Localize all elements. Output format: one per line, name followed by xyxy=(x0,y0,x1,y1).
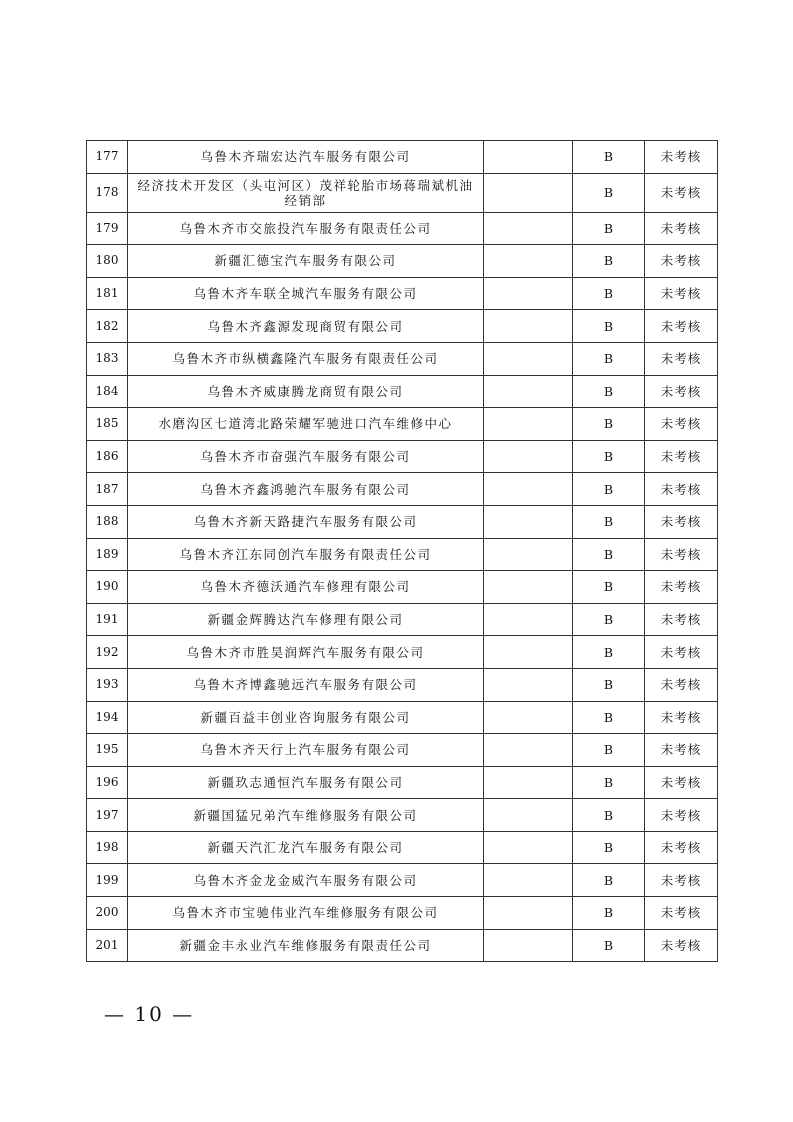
cell-status: 未考核 xyxy=(645,571,718,604)
cell-empty xyxy=(484,173,573,212)
cell-number: 196 xyxy=(87,766,128,799)
cell-company-name: 乌鲁木齐市宝驰伟业汽车维修服务有限公司 xyxy=(128,897,484,930)
cell-status: 未考核 xyxy=(645,310,718,343)
cell-number: 179 xyxy=(87,212,128,245)
table-row xyxy=(87,505,718,538)
cell-status: 未考核 xyxy=(645,701,718,734)
cell-number: 199 xyxy=(87,864,128,897)
cell-status: 未考核 xyxy=(645,212,718,245)
cell-company-name: 乌鲁木齐瑞宏达汽车服务有限公司 xyxy=(128,141,484,174)
table-row xyxy=(87,897,718,930)
cell-company-name: 新疆汇德宝汽车服务有限公司 xyxy=(128,245,484,278)
table-row xyxy=(87,408,718,441)
cell-number: 201 xyxy=(87,929,128,962)
cell-number: 182 xyxy=(87,310,128,343)
cell-company-name: 乌鲁木齐市交旅投汽车服务有限责任公司 xyxy=(128,212,484,245)
cell-status: 未考核 xyxy=(645,173,718,212)
cell-company-name: 新疆国猛兄弟汽车维修服务有限公司 xyxy=(128,799,484,832)
table-row xyxy=(87,603,718,636)
table-row xyxy=(87,245,718,278)
cell-status: 未考核 xyxy=(645,636,718,669)
cell-empty xyxy=(484,375,573,408)
cell-number: 187 xyxy=(87,473,128,506)
cell-grade: B xyxy=(573,897,645,930)
cell-number: 181 xyxy=(87,277,128,310)
cell-number: 177 xyxy=(87,141,128,174)
cell-company-name: 新疆玖志通恒汽车服务有限公司 xyxy=(128,766,484,799)
cell-status: 未考核 xyxy=(645,505,718,538)
cell-grade: B xyxy=(573,212,645,245)
cell-status: 未考核 xyxy=(645,766,718,799)
cell-status: 未考核 xyxy=(645,734,718,767)
cell-status: 未考核 xyxy=(645,668,718,701)
table-row xyxy=(87,668,718,701)
cell-status: 未考核 xyxy=(645,277,718,310)
cell-status: 未考核 xyxy=(645,473,718,506)
cell-status: 未考核 xyxy=(645,799,718,832)
cell-grade: B xyxy=(573,766,645,799)
cell-number: 189 xyxy=(87,538,128,571)
table-row xyxy=(87,440,718,473)
cell-empty xyxy=(484,245,573,278)
cell-empty xyxy=(484,277,573,310)
cell-grade: B xyxy=(573,603,645,636)
cell-company-name: 乌鲁木齐鑫源发现商贸有限公司 xyxy=(128,310,484,343)
cell-number: 195 xyxy=(87,734,128,767)
cell-grade: B xyxy=(573,701,645,734)
cell-grade: B xyxy=(573,245,645,278)
cell-company-name: 乌鲁木齐威康腾龙商贸有限公司 xyxy=(128,375,484,408)
cell-grade: B xyxy=(573,277,645,310)
cell-grade: B xyxy=(573,538,645,571)
cell-empty xyxy=(484,766,573,799)
cell-status: 未考核 xyxy=(645,538,718,571)
cell-empty xyxy=(484,636,573,669)
table-row xyxy=(87,571,718,604)
cell-grade: B xyxy=(573,440,645,473)
cell-status: 未考核 xyxy=(645,375,718,408)
cell-status: 未考核 xyxy=(645,342,718,375)
cell-number: 193 xyxy=(87,668,128,701)
cell-empty xyxy=(484,701,573,734)
cell-number: 178 xyxy=(87,173,128,212)
cell-number: 186 xyxy=(87,440,128,473)
cell-number: 180 xyxy=(87,245,128,278)
cell-status: 未考核 xyxy=(645,245,718,278)
cell-grade: B xyxy=(573,864,645,897)
cell-number: 184 xyxy=(87,375,128,408)
cell-company-name: 乌鲁木齐德沃通汽车修理有限公司 xyxy=(128,571,484,604)
cell-company-name: 乌鲁木齐天行上汽车服务有限公司 xyxy=(128,734,484,767)
cell-empty xyxy=(484,799,573,832)
cell-grade: B xyxy=(573,505,645,538)
cell-grade: B xyxy=(573,571,645,604)
cell-status: 未考核 xyxy=(645,864,718,897)
cell-company-name: 乌鲁木齐金龙金威汽车服务有限公司 xyxy=(128,864,484,897)
cell-company-name: 乌鲁木齐博鑫驰远汽车服务有限公司 xyxy=(128,668,484,701)
cell-grade: B xyxy=(573,668,645,701)
cell-status: 未考核 xyxy=(645,440,718,473)
cell-company-name: 水磨沟区七道湾北路荣耀军驰进口汽车维修中心 xyxy=(128,408,484,441)
page-number: — 10 — xyxy=(104,1002,195,1026)
cell-empty xyxy=(484,864,573,897)
table-row xyxy=(87,173,718,212)
cell-empty xyxy=(484,831,573,864)
cell-grade: B xyxy=(573,342,645,375)
table-row xyxy=(87,701,718,734)
cell-number: 194 xyxy=(87,701,128,734)
cell-number: 188 xyxy=(87,505,128,538)
cell-company-name: 新疆天汽汇龙汽车服务有限公司 xyxy=(128,831,484,864)
cell-grade: B xyxy=(573,310,645,343)
cell-company-name: 乌鲁木齐鑫鸿驰汽车服务有限公司 xyxy=(128,473,484,506)
table-row xyxy=(87,636,718,669)
cell-number: 198 xyxy=(87,831,128,864)
cell-grade: B xyxy=(573,408,645,441)
cell-empty xyxy=(484,505,573,538)
cell-empty xyxy=(484,668,573,701)
cell-company-name: 乌鲁木齐市纵横鑫隆汽车服务有限责任公司 xyxy=(128,342,484,375)
table-row xyxy=(87,734,718,767)
table-row xyxy=(87,141,718,174)
cell-empty xyxy=(484,440,573,473)
cell-grade: B xyxy=(573,929,645,962)
table-row xyxy=(87,766,718,799)
cell-status: 未考核 xyxy=(645,141,718,174)
cell-status: 未考核 xyxy=(645,929,718,962)
cell-empty xyxy=(484,603,573,636)
cell-grade: B xyxy=(573,831,645,864)
cell-company-name: 经济技术开发区（头屯河区）茂祥轮胎市场蒋瑞斌机油经销部 xyxy=(128,173,484,212)
table-row xyxy=(87,342,718,375)
cell-status: 未考核 xyxy=(645,897,718,930)
cell-empty xyxy=(484,473,573,506)
cell-company-name: 新疆百益丰创业咨询服务有限公司 xyxy=(128,701,484,734)
cell-empty xyxy=(484,141,573,174)
table-row xyxy=(87,799,718,832)
table-row xyxy=(87,929,718,962)
table-row xyxy=(87,310,718,343)
cell-grade: B xyxy=(573,799,645,832)
cell-number: 192 xyxy=(87,636,128,669)
cell-grade: B xyxy=(573,473,645,506)
cell-company-name: 乌鲁木齐市奋强汽车服务有限公司 xyxy=(128,440,484,473)
cell-company-name: 乌鲁木齐车联全城汽车服务有限公司 xyxy=(128,277,484,310)
table-row xyxy=(87,277,718,310)
cell-grade: B xyxy=(573,173,645,212)
cell-grade: B xyxy=(573,141,645,174)
cell-number: 190 xyxy=(87,571,128,604)
cell-status: 未考核 xyxy=(645,831,718,864)
cell-number: 191 xyxy=(87,603,128,636)
cell-company-name: 新疆金丰永业汽车维修服务有限责任公司 xyxy=(128,929,484,962)
cell-empty xyxy=(484,897,573,930)
table-row xyxy=(87,212,718,245)
cell-empty xyxy=(484,734,573,767)
table-row xyxy=(87,831,718,864)
table-row xyxy=(87,375,718,408)
cell-status: 未考核 xyxy=(645,603,718,636)
cell-grade: B xyxy=(573,636,645,669)
cell-empty xyxy=(484,310,573,343)
cell-empty xyxy=(484,342,573,375)
rating-table xyxy=(86,140,718,962)
cell-number: 183 xyxy=(87,342,128,375)
table-row xyxy=(87,864,718,897)
cell-company-name: 乌鲁木齐江东同创汽车服务有限责任公司 xyxy=(128,538,484,571)
cell-company-name: 新疆金辉腾达汽车修理有限公司 xyxy=(128,603,484,636)
table-row xyxy=(87,538,718,571)
cell-company-name: 乌鲁木齐市胜昊润辉汽车服务有限公司 xyxy=(128,636,484,669)
table-body xyxy=(87,141,718,962)
cell-empty xyxy=(484,929,573,962)
table-row xyxy=(87,473,718,506)
cell-empty xyxy=(484,571,573,604)
cell-empty xyxy=(484,212,573,245)
cell-company-name: 乌鲁木齐新天路捷汽车服务有限公司 xyxy=(128,505,484,538)
cell-number: 185 xyxy=(87,408,128,441)
cell-grade: B xyxy=(573,734,645,767)
cell-number: 200 xyxy=(87,897,128,930)
cell-status: 未考核 xyxy=(645,408,718,441)
cell-empty xyxy=(484,408,573,441)
cell-grade: B xyxy=(573,375,645,408)
cell-empty xyxy=(484,538,573,571)
cell-number: 197 xyxy=(87,799,128,832)
